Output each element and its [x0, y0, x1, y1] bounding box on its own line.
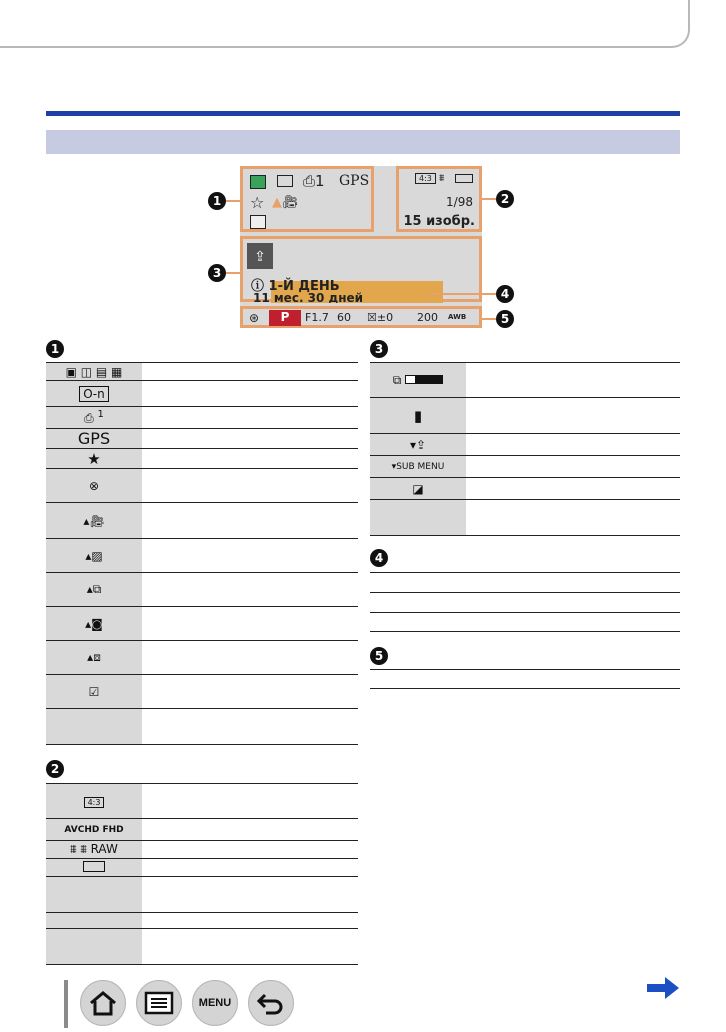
callout-2-leader [482, 198, 496, 200]
section-2-table [46, 783, 358, 965]
stop-motion-icon: ▴⧈ [46, 641, 142, 675]
table-row [46, 819, 358, 841]
mode-icons: ▣ ◫ ▤ ▦ [46, 363, 142, 381]
table-row [46, 381, 358, 407]
page-frame [0, 0, 690, 48]
table-row [370, 398, 680, 434]
table-row [370, 456, 680, 478]
section-3-table [370, 362, 680, 536]
iso-value: 200 [417, 311, 438, 324]
face-recognition-icon: ⊗ [46, 469, 142, 503]
table-row [46, 709, 358, 745]
table-row [46, 363, 358, 381]
section-4-rule [370, 592, 680, 593]
image-count: 15 изобр. [403, 214, 475, 229]
list-icon [144, 991, 174, 1015]
home-icon [88, 990, 118, 1016]
table-row [370, 434, 680, 456]
print-icon: ⎙ $^1$ [46, 407, 142, 429]
section-1-table [46, 362, 358, 745]
menu-label: MENU [198, 997, 232, 1009]
table-row [370, 363, 680, 398]
text-stamp-icon [250, 215, 266, 229]
protect-icon: O‑n [46, 381, 142, 407]
table-row [46, 675, 358, 709]
table-row [46, 929, 358, 965]
avchd-icon: AVCHD FHD [46, 819, 142, 841]
section-2-heading: 2 [46, 760, 64, 778]
gps-icon: GPS [46, 429, 142, 449]
table-row [46, 913, 358, 929]
table-row [46, 449, 358, 469]
interval-icon: ▴◙ [46, 607, 142, 641]
table-row [46, 877, 358, 913]
video-icon: ▴🎥︎ [46, 503, 142, 539]
table-row [46, 573, 358, 607]
table-row [46, 641, 358, 675]
table-row [46, 841, 358, 859]
shutter-value: 60 [337, 311, 351, 324]
section-5-rule [370, 688, 680, 689]
callout-3: 3 [208, 264, 226, 282]
upload-icon: ▾⇪ [370, 434, 466, 456]
nav-divider [64, 980, 68, 1028]
mode-indicator: P [269, 310, 301, 326]
quality-icon: ⩩ [439, 173, 445, 184]
wb-value: AWB [448, 313, 467, 321]
age-text: 11 мес. 30 дней [253, 291, 364, 303]
silent-icon: ◪ [370, 478, 466, 500]
callout-4-leader [428, 293, 496, 295]
lens-icon: ⊛ [249, 311, 260, 325]
favorite-icon: ☆ [250, 193, 265, 212]
next-page-button[interactable] [645, 974, 681, 1002]
callout-3-leader [226, 272, 240, 274]
aspect-indicator: 4:3 [415, 173, 436, 184]
callout-4: 4 [496, 285, 514, 303]
travel-day: ⓘ 1-Й ДЕНЬ [251, 279, 340, 294]
section-4-rule [370, 612, 680, 613]
battery-icon [46, 859, 142, 877]
empty-icon-cell [46, 913, 142, 929]
burst-icon: ▴⧉ [46, 573, 142, 607]
section-4-rule [370, 572, 680, 573]
empty-icon-cell [46, 709, 142, 745]
lcd-area-5 [240, 306, 482, 328]
table-row [46, 784, 358, 819]
burst-group-icon: ⧉ [370, 363, 466, 398]
table-row [370, 478, 680, 500]
right-arrow-icon [645, 974, 681, 1002]
panorama-icon: ▴▨ [46, 539, 142, 573]
video-extract-icon: ▲🎥︎ [272, 195, 299, 210]
protect-icon [277, 175, 293, 187]
empty-icon-cell [46, 929, 142, 965]
playback-icon [250, 175, 266, 189]
callout-1: 1 [208, 192, 226, 210]
back-icon [256, 991, 286, 1015]
back-button[interactable] [248, 980, 294, 1026]
exposure-value: ☒±0 [367, 311, 394, 324]
travel-icon: ▮ [370, 398, 466, 434]
section-3-heading: 3 [370, 340, 388, 358]
table-row [46, 607, 358, 641]
submenu-icon: ▾SUB MENU [370, 456, 466, 478]
callout-2: 2 [496, 190, 514, 208]
empty-icon-cell [46, 877, 142, 913]
section-subheader-bar [46, 130, 680, 154]
empty-icon-cell [370, 500, 466, 536]
section-4-heading: 4 [370, 549, 388, 567]
section-4-rule [370, 631, 680, 632]
text-stamp-icon: ☑ [46, 675, 142, 709]
callout-5: 5 [496, 310, 514, 328]
battery-icon [455, 174, 473, 183]
gps-indicator: GPS [339, 173, 370, 189]
table-row [46, 429, 358, 449]
upload-icon: ⇪ [247, 243, 273, 269]
quality-icon: ⩩ ⩩ RAW [46, 841, 142, 859]
star-icon: ★ [46, 449, 142, 469]
table-row [46, 407, 358, 429]
section-5-heading: 5 [370, 647, 388, 665]
section-1-heading: 1 [46, 340, 64, 358]
menu-button[interactable] [192, 980, 238, 1026]
table-row [370, 500, 680, 536]
table-row [46, 539, 358, 573]
contents-button[interactable] [136, 980, 182, 1026]
aperture-value: F1.7 [305, 311, 329, 324]
title-rule [46, 111, 680, 116]
frame-number: 1/98 [446, 195, 473, 209]
home-button[interactable] [80, 980, 126, 1026]
callout-5-leader [482, 318, 496, 320]
callout-1-leader [226, 200, 240, 202]
section-5-rule [370, 669, 680, 670]
lcd-area-1 [240, 166, 374, 232]
table-row [46, 503, 358, 539]
table-row [46, 469, 358, 503]
print-count: ⎙1 [303, 172, 325, 190]
table-row [46, 859, 358, 877]
lcd-area-2 [396, 166, 482, 232]
aspect-icon: 4:3 [46, 784, 142, 819]
